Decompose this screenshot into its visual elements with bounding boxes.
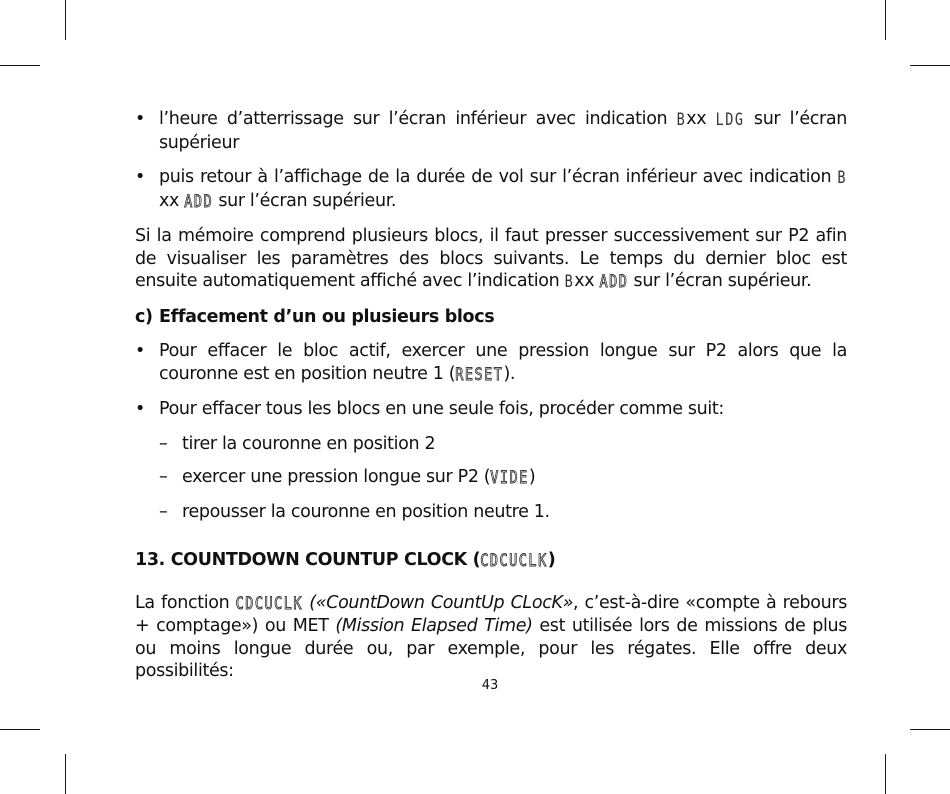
paragraph-italic-met: (Mission Elapsed Time) xyxy=(335,616,533,636)
crop-mark-bottom-left-vertical xyxy=(65,754,66,794)
crop-mark-bottom-right-horizontal xyxy=(910,729,950,730)
bullet-text: Pour effacer tous les blocs en une seule fois, procéder comme suit: xyxy=(159,399,724,419)
subsection-title: Effacement d’un ou plusieurs blocs xyxy=(159,306,495,327)
paragraph-cdcuclk-description xyxy=(135,592,847,683)
lcd-code-block: B xyxy=(564,271,575,292)
crop-mark-top-right-horizontal xyxy=(910,65,950,66)
bullet-item-landing-time xyxy=(135,108,847,154)
page-content xyxy=(135,108,847,695)
bullet-text: puis retour à l’affichage de la durée de vol sur l’écran inférieur avec indication xyxy=(159,167,832,187)
crop-mark-bottom-left-horizontal xyxy=(0,729,40,730)
subsection-letter: c) xyxy=(135,306,153,327)
bullet-text-tail: sur l’écran supérieur xyxy=(159,109,847,153)
paragraph-italic-term: («CountDown CountUp CLocK» xyxy=(309,592,574,613)
crop-mark-top-left-vertical xyxy=(65,0,66,40)
lcd-code-suffix: xx xyxy=(574,271,595,291)
lcd-code-ldg: LDG xyxy=(715,109,745,130)
crop-mark-bottom-right-vertical xyxy=(885,754,886,794)
dash-text: tirer la couronne en position 2 xyxy=(182,433,436,454)
bullet-symbol: • xyxy=(135,399,145,419)
dash-symbol: – xyxy=(159,433,168,454)
paragraph-text-tail: est utilisée lors de missions de plus ou moins longue durée ou, par exemple, pour les régates. Elle offre deux possibilités: xyxy=(135,616,847,681)
lcd-code-add: ADD xyxy=(599,271,629,292)
bullet-text: l’heure d’atterrissage sur l’écran inférieur avec indication xyxy=(159,109,668,129)
paragraph-text: Si la mémoire comprend plusieurs blocs, il faut presser successivement sur P2 afin de visualiser les paramètres des blocs suivants. Le temps du dernier bloc est ensuite automatiquement affiché avec l’indication xyxy=(135,226,847,291)
lcd-code-suffix: xx xyxy=(159,190,180,211)
dash-symbol: – xyxy=(159,501,168,522)
paragraph-text-tail: sur l’écran supérieur. xyxy=(633,271,812,291)
page-number: 43 xyxy=(481,678,499,693)
dash-item-push-crown xyxy=(135,501,847,524)
section-title-tail: ) xyxy=(547,550,556,570)
bullet-text: Pour effacer le bloc actif, exercer une pression longue sur P2 alors que la couronne est en position neutre 1 ( xyxy=(159,341,847,384)
lcd-code-cdcuclk: CDCUCLK xyxy=(480,550,548,571)
lcd-code-vide: VIDE xyxy=(490,467,529,488)
bullet-item-delete-all-blocks xyxy=(135,398,847,421)
dash-item-pull-crown xyxy=(135,433,847,456)
dash-text: exercer une pression longue sur P2 ( xyxy=(182,467,491,487)
lcd-code-block: B xyxy=(837,167,847,188)
dash-item-long-press xyxy=(135,466,847,490)
lcd-code-block: B xyxy=(676,109,687,130)
paragraph-text-mid: , c’est-à-dire «compte à rebours + comptage») ou MET xyxy=(135,592,848,636)
dash-text: repousser la couronne en position neutre 1. xyxy=(182,501,550,522)
lcd-code-add: ADD xyxy=(184,191,214,212)
bullet-symbol: • xyxy=(135,341,145,361)
crop-mark-top-left-horizontal xyxy=(0,65,40,66)
lcd-code-cdcuclk: CDCUCLK xyxy=(235,593,304,614)
bullet-item-return-flight-time xyxy=(135,166,847,213)
bullet-text-tail: ). xyxy=(503,363,516,384)
lcd-code-suffix: xx xyxy=(686,109,707,129)
lcd-code-reset: RESET xyxy=(455,364,504,385)
bullet-text-tail: sur l’écran supérieur. xyxy=(218,190,397,211)
subsection-heading-c xyxy=(135,306,847,329)
bullet-symbol: • xyxy=(135,109,145,129)
dash-symbol: – xyxy=(159,467,168,487)
crop-mark-top-right-vertical xyxy=(885,0,886,40)
paragraph-multiple-blocks xyxy=(135,225,847,294)
dash-text-tail: ) xyxy=(528,467,536,487)
section-heading-13 xyxy=(135,549,847,573)
bullet-item-delete-active-block xyxy=(135,340,847,386)
paragraph-text: La fonction xyxy=(135,592,230,613)
bullet-symbol: • xyxy=(135,167,145,187)
section-title: 13. COUNTDOWN COUNTUP CLOCK ( xyxy=(135,550,481,570)
